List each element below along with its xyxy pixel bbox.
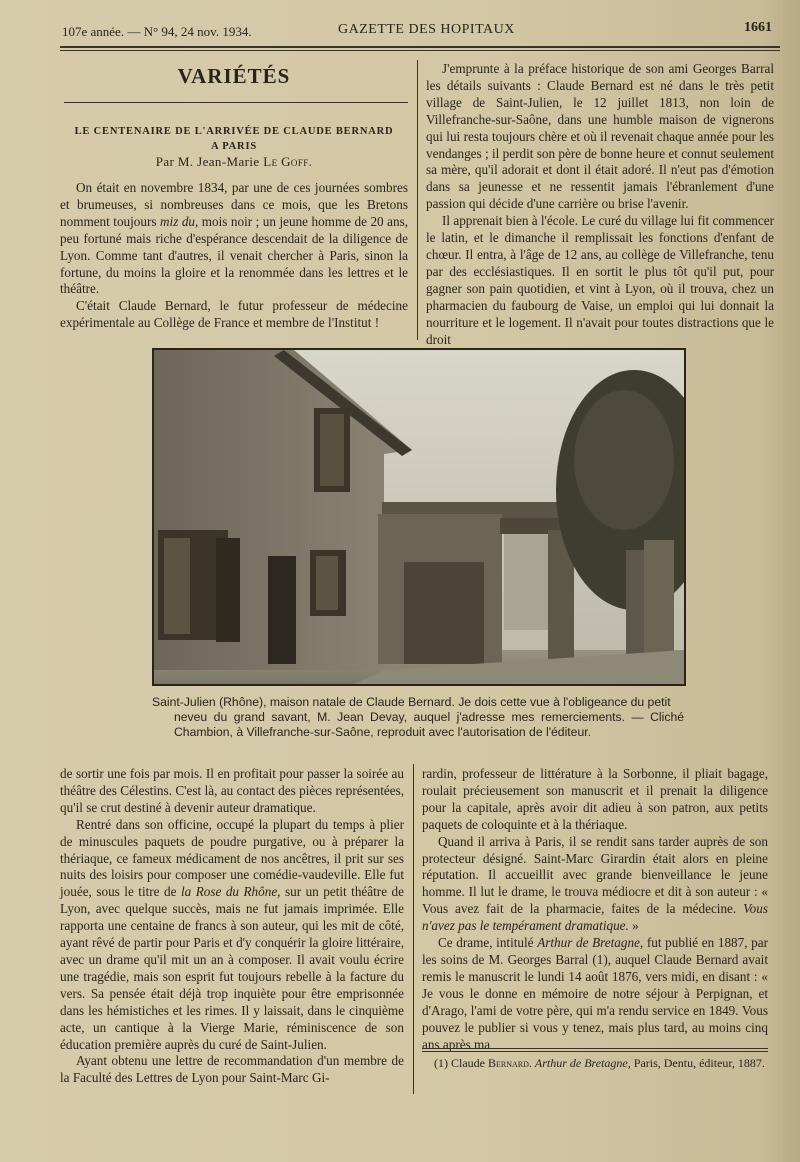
section-title: VARIÉTÉS (177, 64, 291, 88)
footnote: (1) Claude Bernard. Arthur de Bretagne, Paris, Dentu, éditeur, 1887. (434, 1056, 765, 1070)
paragraph: de sortir une fois par mois. Il en profitait pour passer la soirée au théâtre des Célestins. C'est là, au contact des pièces représentées, qu'il se crut destiné à devenir auteur dramatique. (60, 766, 404, 815)
column-divider (417, 60, 418, 340)
house-photograph (152, 348, 686, 686)
article-title (60, 124, 408, 154)
header-rule-thin (60, 50, 780, 51)
paragraph: C'était Claude Bernard, le futur professeur de médecine expérimentale au Collège de France et membre de l'Institut ! (60, 298, 408, 331)
header-journal-title: GAZETTE DES HOPITAUX (338, 22, 515, 37)
footnote-rule-thin (422, 1051, 768, 1052)
paragraph: Quand il arriva à Paris, il se rendit sans tarder auprès de son protecteur désigné. Saint-Marc Girardin était alors en pleine réputation. Il accueillit avec grande bienveillance le jeune homme. Il lut le drame, le trouva médiocre et dit à son auteur : « Vous avez fait de la pharmacie, faites de la médecine. Vous n'avez pas le tempérament dramatique. » (422, 833, 768, 934)
paragraph: On était en novembre 1834, par une de ces journées sombres et brumeuses, si nombreuses dans ce mois, que les Bretons nomment toujours miz du, mois noir ; un jeune homme de 20 ans, peu fortuné mais riche d'espérance descendait de la diligence de Lyon. Comme tant d'autres, il venait chercher à Paris, sinon la fortune, du moins la gloire et la renommée dans les lettres et le théâtre. (60, 180, 409, 297)
column-left-bottom (60, 766, 404, 1087)
paragraph: Rentré dans son officine, occupé la plupart du temps à plier de minuscules paquets de poudre purgative, ou à préparer la thériaque, ce fameux médicament de nos ancêtres, il prit sur ses nuits des loisirs pour composer une comédie-vaudeville. Elle fut jouée, sous le titre de la Rose du Rhône, sur un petit théâtre de Lyon, avec quelque succès, mais ne fut jamais imprimée. Elle rapporta une centaine de francs à son auteur, qui les mit de côté, ayant rêvé de partir pour Paris et d'y conquérir la gloire littéraire, avec un drame qu'il mit un an à composer. Il avait voulu écrire une tragédie, mais son esprit fut toujours rebelle à la facture du vers. Sa pensée était déjà trop inquiète pour être emprisonnée dans les hémistiches et les rimes. Il y laissait, dans le cinquième acte, un cantique à la Vierge Marie, réminiscence de son éducation première auprès du curé de Saint-Julien. (60, 816, 404, 1052)
header-rule (60, 46, 780, 48)
caption-line1: Saint-Julien (Rhône), maison natale de Claude Bernard. Je dois cette vue à l'obligeance du petit (152, 695, 671, 709)
paragraph: J'emprunte à la préface historique de son ami Georges Barral les détails suivants : Claude Bernard est né dans le très petit village de Saint-Julien, le 12 juillet 1813, non loin de Villefranche-sur-Saône, dans une humble maison de vignerons qui lui resta toujours chère et où il revenait chaque année pour les vendanges ; il perdit son père de bonne heure et connut seulement sa mère, qu'il adorait et dont il était adoré. Il n'eut pas d'émotion dans sa jeunesse et ne ressentit jamais l'ébranlement d'une passion qui décide d'une carrière ou brise l'avenir. (426, 61, 774, 212)
footnote-rule (422, 1048, 768, 1049)
header-page-number: 1661 (744, 20, 772, 35)
paragraph: Il apprenait bien à l'école. Le curé du village lui fit commencer le latin, et le dimanche il remplissait les fonctions d'enfant de chœur. Il entra, à l'âge de 12 ans, au collège de Villefranche, tenu par des ecclésiastiques. Il en sortit le plus tôt qu'il put, pour gagner son pain quotidien, et vint à Lyon, où il trouva, chez un pharmacien du faubourg de Vaise, un emploi qui lui donnait la nourriture et le logement. Il n'avait pour toutes distractions que le droit (426, 213, 774, 347)
paragraph: Ce drame, intitulé Arthur de Bretagne, fut publié en 1887, par les soins de M. Georges Barral (1), auquel Claude Bernard avait remis le manuscrit le lundi 14 août 1876, vers midi, en disant : « Je vous le donne en mémoire de notre séjour à Perpignan, et d'Arago, l'ami de votre père, qui m'a rendu service en 1849. Vous pouvez le publier si vous y tenez, mais plus tard, au moins cinq ans après ma (422, 935, 768, 1052)
running-header (62, 20, 776, 42)
article-title-line2: A PARIS (211, 141, 257, 152)
article-byline (60, 154, 408, 170)
column-right-top (426, 61, 774, 348)
column-left-top (60, 180, 408, 332)
section-title-rule (64, 102, 408, 103)
caption-line2: neveu du grand savant, M. Jean Devay, auquel j'adresse mes remerciements. — Cliché Chambion, à Villefranche-sur-Saône, reproduit avec l'autorisation de l'éditeur. (174, 710, 684, 739)
house-photo-illustration (154, 350, 684, 684)
header-issue-info: 107e année. — N° 94, 24 nov. 1934. (62, 24, 252, 39)
photo-caption (152, 695, 684, 740)
column-divider (413, 764, 414, 1094)
column-right-bottom (422, 766, 768, 1053)
article-title-line1: LE CENTENAIRE DE L'ARRIVÉE DE CLAUDE BERNARD (74, 126, 394, 137)
paragraph: rardin, professeur de littérature à la Sorbonne, il pliait bagage, roulait précieusement son manuscrit et il prenait la diligence pour la capitale, après avoir dit adieu à son patron, aux petits paquets de coloquinte et à la thériaque. (422, 766, 768, 832)
byline-author: Le Goff. (263, 154, 313, 169)
byline-prefix: Par M. Jean-Marie (155, 154, 264, 169)
paragraph: Ayant obtenu une lettre de recommandation d'un membre de la Faculté des Lettres de Lyon pour Saint-Marc Gi- (60, 1053, 404, 1086)
